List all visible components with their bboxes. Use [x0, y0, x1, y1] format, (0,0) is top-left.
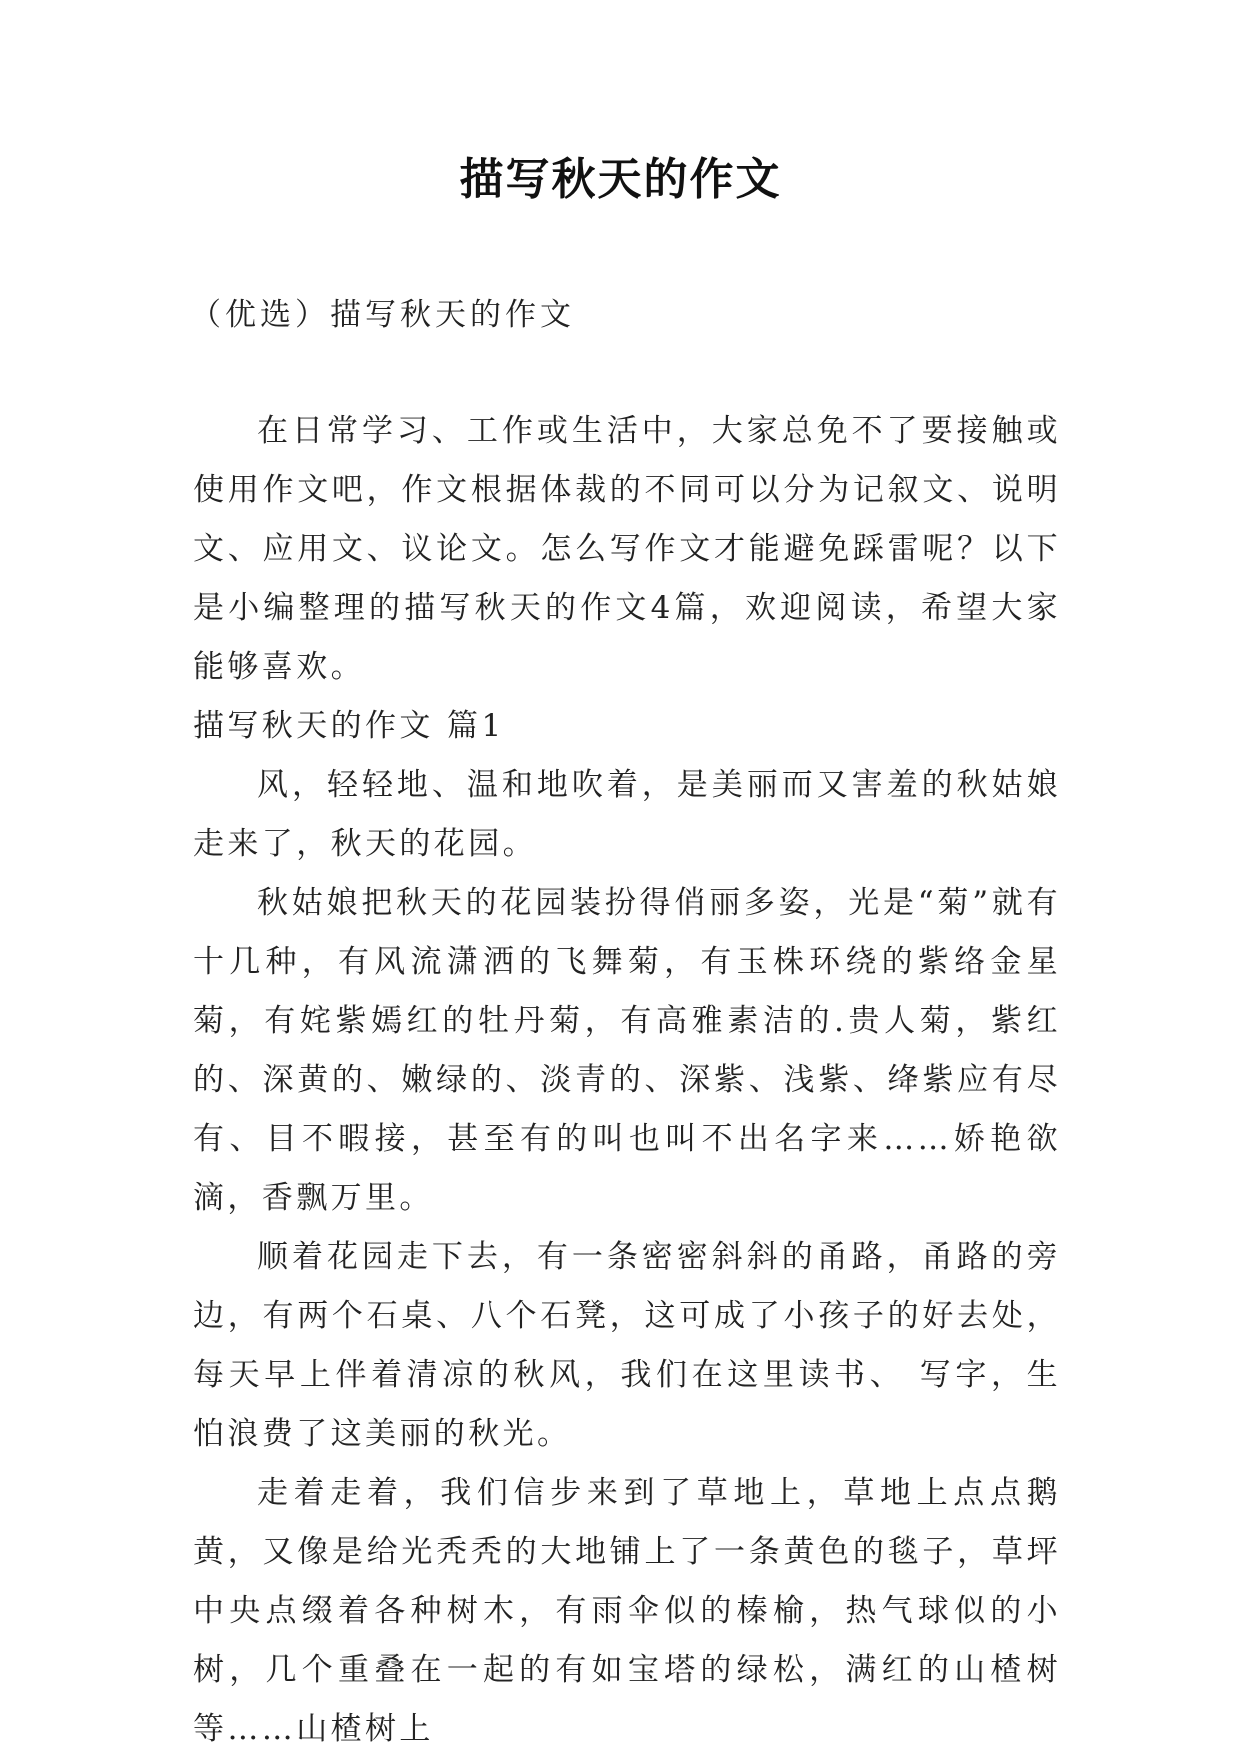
document-body: [193, 402, 1061, 1759]
paragraph-path: 顺着花园走下去，有一条密密斜斜的甬路，甬路的旁边，有两个石桌、八个石凳，这可成了小孩子的好去处，每天早上伴着清凉的秋风，我们在这里读书、 写字，生怕浪费了这美丽的秋光。: [193, 1239, 1061, 1452]
document-title: 描写秋天的作文: [459, 154, 782, 205]
paragraph-grass: 走着走着，我们信步来到了草地上，草地上点点鹅黄，又像是给光秃秃的大地铺上了一条黄色的毯子，草坪中央点缀着各种树木，有雨伞似的榛榆，热气球似的小树，几个重叠在一起的有如宝塔的绿松，满红的山楂树等……山楂树上: [193, 1475, 1061, 1747]
paragraph-intro: 在日常学习、工作或生活中，大家总免不了要接触或使用作文吧，作文根据体裁的不同可以分为记叙文、说明文、应用文、议论文。怎么写作文才能避免踩雷呢？以下是小编整理的描写秋天的作文4篇，欢迎阅读，希望大家能够喜欢。: [193, 413, 1061, 685]
paragraph-chrysanthemum: 秋姑娘把秋天的花园装扮得俏丽多姿，光是“菊”就有十几种，有风流潇洒的飞舞菊，有玉株环绕的紫络金星菊，有姹紫嫣红的牡丹菊，有高雅素洁的.贵人菊，紫红的、深黄的、嫩绿的、淡青的、深紫、浅紫、绛紫应有尽有、目不暇接，甚至有的叫也叫不出名字来……娇艳欲滴，香飘万里。: [193, 885, 1061, 1216]
section-heading: 描写秋天的作文 篇1: [193, 708, 505, 744]
document-subtitle: （优选）描写秋天的作文: [190, 297, 575, 333]
paragraph-wind: 风，轻轻地、温和地吹着，是美丽而又害羞的秋姑娘走来了，秋天的花园。: [193, 767, 1061, 862]
